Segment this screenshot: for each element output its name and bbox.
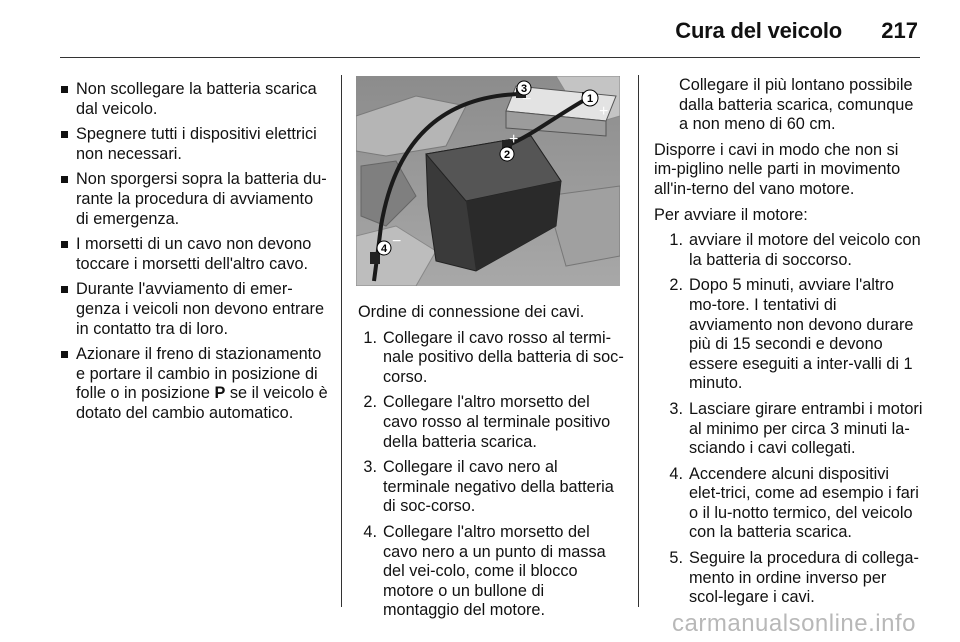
step-text: avviare il motore del veicolo con la batteria di soccorso.	[689, 231, 921, 269]
step-text: Accendere alcuni dispositivi elet-trici, come ad esempio i fari o il lu-notto termico, del veicolo con la batteria scarica.	[689, 464, 919, 542]
step-text: Seguire la procedura di collega-mento in ordine inverso per scol-legare i cavi.	[689, 549, 919, 607]
connection-step	[358, 329, 624, 388]
cable-routing-paragraph: Disporre i cavi in modo che non si im-piglino nelle parti in movimento all'in-terno del vano motore.	[654, 140, 901, 198]
bullet-text: se il veicolo è dotato del cambio automatico.	[76, 384, 328, 422]
column-divider-right	[638, 75, 639, 607]
step-number: 4.	[363, 522, 377, 541]
bullet-item: Non scollegare la batteria scarica dal veicolo.	[60, 80, 330, 119]
header-rule	[60, 57, 920, 58]
jump-start-illustration	[356, 76, 620, 286]
start-step	[664, 400, 924, 459]
callout-label: 4	[380, 243, 388, 255]
step-number: 2.	[363, 393, 377, 412]
start-step	[664, 465, 924, 543]
start-step	[664, 276, 924, 394]
connection-step	[358, 523, 624, 621]
watermark: carmanualsonline.info	[672, 610, 916, 637]
step-number: 5.	[669, 549, 683, 568]
step-number: 1.	[669, 231, 683, 250]
minus-sign: −	[522, 91, 532, 108]
minus-sign: −	[392, 233, 402, 250]
engine-bay-drawing	[356, 76, 620, 286]
bullet-item: Durante l'avviamento di emer-genza i veicoli non devono entrare in contatto tra di loro.	[60, 280, 330, 339]
connection-order-intro: Ordine di connessione dei cavi.	[358, 303, 585, 321]
step-text: Collegare il cavo rosso al termi-nale positivo della batteria di soc-corso.	[383, 328, 624, 386]
middle-column	[358, 303, 624, 627]
callout-label: 2	[503, 149, 511, 161]
plus-sign: +	[599, 103, 609, 120]
step-number: 1.	[363, 328, 377, 347]
step-number: 3.	[363, 458, 377, 477]
bullet-item: Spegnere tutti i dispositivi elettrici non necessari.	[60, 125, 330, 164]
callout-label: 3	[520, 83, 528, 95]
section-title: Cura del veicolo	[675, 18, 842, 43]
step-number: 3.	[669, 399, 683, 418]
step-text: Dopo 5 minuti, avviare l'altro mo-tore. I tentativi di avviamento non devono durare più di 15 secondi e devono essere eseguiti a inter-valli di 1 minuto.	[689, 276, 914, 393]
bullet-item-gear	[60, 345, 330, 423]
page-number: 217	[881, 18, 918, 43]
callout-label: 1	[586, 93, 594, 105]
start-engine-heading: Per avviare il motore:	[654, 205, 808, 224]
connection-step	[358, 458, 624, 517]
step-text: Collegare l'altro morsetto del cavo rosso al terminale positivo della batteria scarica.	[383, 393, 611, 451]
bullet-text: Azionare il freno di stazionamento e portare il cambio in posizione di folle o in posizione	[76, 345, 322, 403]
start-step	[664, 231, 924, 270]
page-header	[0, 0, 960, 60]
start-step	[664, 549, 924, 608]
connection-step	[358, 393, 624, 452]
step-text: Collegare l'altro morsetto del cavo nero a un punto di massa del vei-colo, come il blocco motore o un bullone di montaggio del motore.	[383, 522, 606, 620]
gear-position-p: P	[214, 384, 226, 403]
left-column	[60, 80, 330, 430]
step-text: Lasciare girare entrambi i motori al minimo per circa 3 minuti la-sciando i cavi collegati.	[689, 399, 923, 458]
step-text: Collegare il cavo nero al terminale negativo della batteria di soc-corso.	[383, 458, 614, 516]
right-column	[654, 76, 924, 614]
step-continuation: Collegare il più lontano possibile dalla batteria scarica, comunque a non meno di 60 cm.	[679, 76, 914, 134]
column-divider-left	[341, 75, 342, 607]
plus-sign: +	[509, 131, 519, 148]
step-number: 4.	[669, 464, 683, 483]
step-number: 2.	[669, 276, 683, 295]
bullet-item: Non sporgersi sopra la batteria du-rante la procedura di avviamento di emergenza.	[60, 170, 330, 229]
bullet-item: I morsetti di un cavo non devono toccare i morsetti dell'altro cavo.	[60, 235, 330, 274]
